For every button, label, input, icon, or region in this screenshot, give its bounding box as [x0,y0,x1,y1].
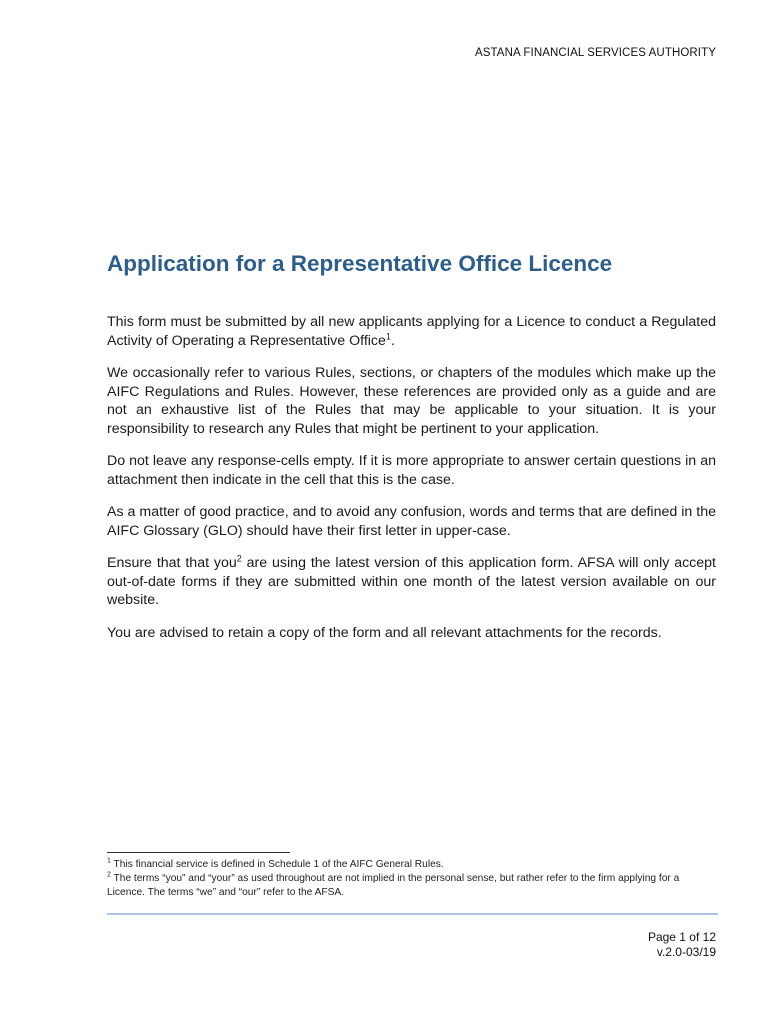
header-organization: ASTANA FINANCIAL SERVICES AUTHORITY [474,47,716,59]
footnote-2 [107,872,716,900]
paragraph-1-text: This form must be submitted by all new applicants applying for a Licence to conduct a Regulated Activity of Operating a Representative Office [107,314,716,349]
footnote-2-text: The terms “you” and “your” as used throughout are not implied in the personal sense, but rather refer to the firm applying for a Licence. The terms “we” and “our” refer to the AFSA. [107,873,680,898]
paragraph-5-text-after: are using the latest version of this application form. AFSA will only accept out-of-date forms if they are submitted within one month of the latest version available on our website. [107,555,716,608]
footnote-2-number: 2 [107,871,111,879]
paragraph-4: As a matter of good practice, and to avoid any confusion, words and terms that are defined in the AIFC Glossary (GLO) should have their first letter in upper-case. [107,504,716,539]
page-footer [648,930,716,960]
paragraph-5-text-before: Ensure that that you [107,555,237,571]
paragraph-3: Do not leave any response-cells empty. If it is more appropriate to answer certain questions in an attachment then indicate in the cell that this is the case. [107,453,716,488]
footnote-1-text: This financial service is defined in Schedule 1 of the AIFC General Rules. [110,859,444,870]
document-title: Application for a Representative Office Licence [107,251,613,276]
paragraph-2: We occasionally refer to various Rules, sections, or chapters of the modules which make up the AIFC Regulations and Rules. However, these references are provided only as a guide and are not an exhaustive list of the Rules that may be applicable to your situation. It is your responsibility to research any Rules that might be pertinent to your application. [107,365,716,437]
page-number: Page 1 of 12 [647,930,716,944]
footnote-1 [107,858,716,872]
paragraph-6: You are advised to retain a copy of the form and all relevant attachments for the records. [107,624,662,641]
document-body [107,313,716,656]
paragraph-1-end: . [390,332,395,349]
footnote-ref-2[interactable]: 2 [236,553,242,564]
footnote-1-number: 1 [107,857,111,865]
footnotes [107,858,716,900]
paragraph-5 [107,554,716,610]
paragraph-1 [107,313,716,350]
footnote-separator [107,852,290,853]
footnote-ref-1[interactable]: 1 [385,330,391,341]
document-version: v.2.0-03/19 [656,945,716,959]
footer-divider [107,913,718,915]
